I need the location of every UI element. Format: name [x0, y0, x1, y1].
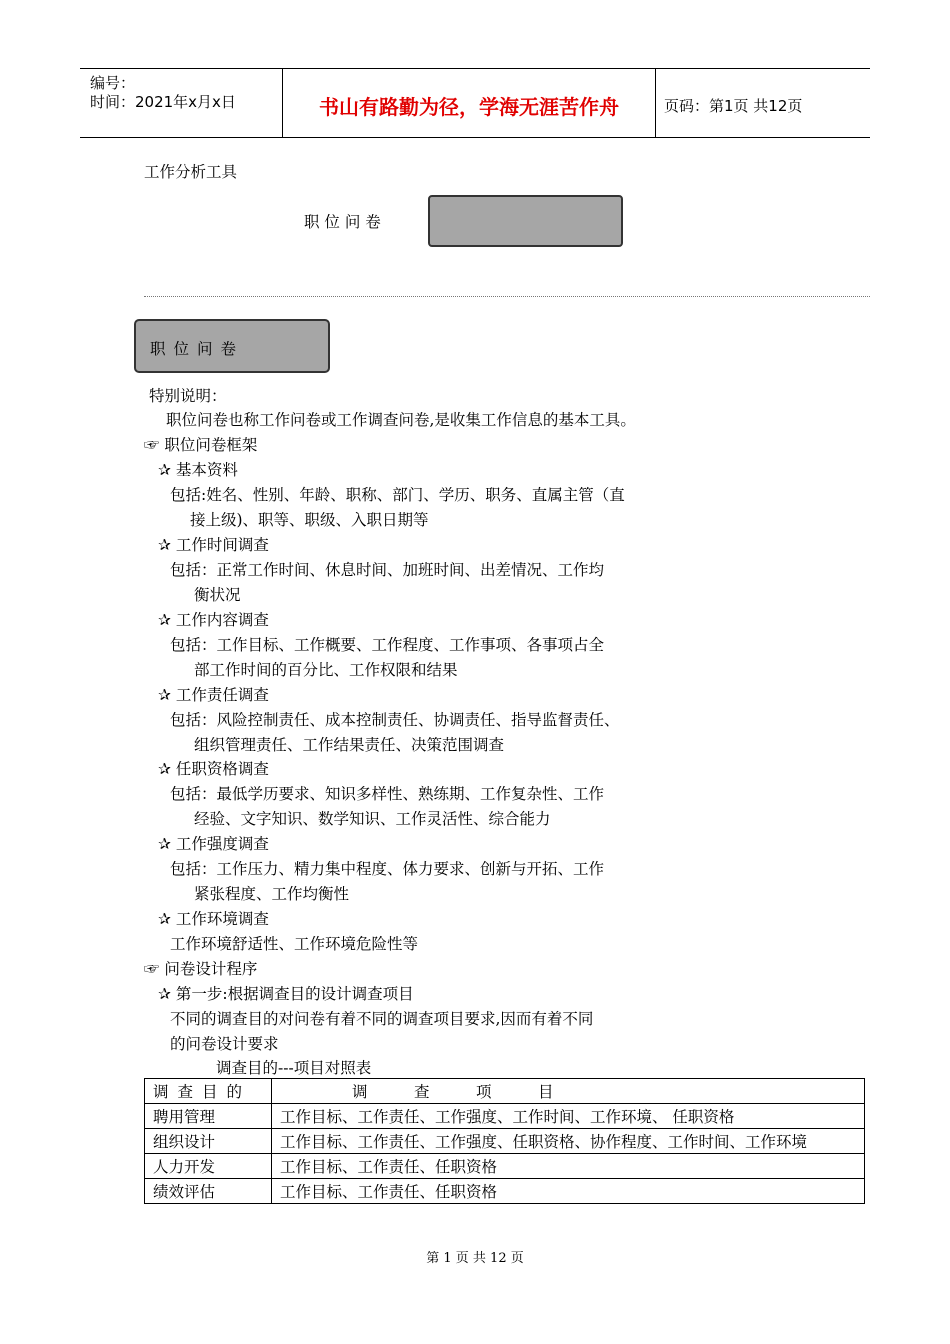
motto: 书山有路勤为径，学海无涯苦作舟: [319, 95, 619, 119]
special-note-label: 特别说明：: [149, 387, 227, 405]
table-cell: 工作目标、工作责任、任职资格: [272, 1154, 865, 1179]
table-header-cell: 调 查 项 目: [272, 1079, 865, 1104]
table-cell: 绩效评估: [145, 1179, 272, 1204]
item-text: 包括：风险控制责任、成本控制责任、协调责任、指导监督责任、: [170, 711, 620, 729]
special-note-text: 职位问卷也称工作问卷或工作调查问卷,是收集工作信息的基本工具。: [166, 411, 636, 429]
item-title: ✰ 工作内容调查: [158, 611, 269, 629]
item-text: 接上级)、职等、职级、入职日期等: [190, 511, 429, 529]
table-caption: 调查目的---项目对照表: [216, 1059, 372, 1077]
table-header-row: [145, 1079, 865, 1104]
step-title: ✰ 第一步:根据调查目的设计调查项目: [158, 985, 414, 1003]
item-text: 包括：工作目标、工作概要、工作程度、工作事项、各事项占全: [170, 636, 605, 654]
item-text: 部工作时间的百分比、工作权限和结果: [194, 661, 458, 679]
item-title: ✰ 工作环境调查: [158, 910, 269, 928]
table-cell: 人力开发: [145, 1154, 272, 1179]
item-text: 经验、文字知识、数学知识、工作灵活性、综合能力: [194, 810, 551, 828]
item-text: 包括:姓名、性别、年龄、职称、部门、学历、职务、直属主管（直: [170, 486, 625, 504]
document-time: 时间：2021年x月x日: [90, 93, 236, 111]
step-text: 不同的调查目的对问卷有着不同的调查项目要求,因而有着不同: [170, 1010, 594, 1028]
section-title: 职位问卷: [150, 340, 245, 358]
item-text: 工作环境舒适性、工作环境危险性等: [170, 935, 419, 953]
header-page-cell: [656, 69, 870, 137]
header-meta-cell: [80, 69, 283, 137]
page-indicator: 页码：第1页 共12页: [664, 97, 803, 115]
questionnaire-subtitle: 职 位 问 卷: [304, 213, 381, 231]
page-footer: 第 1 页 共 12 页: [426, 1251, 524, 1266]
framework-heading: ☞ 职位问卷框架: [144, 436, 258, 454]
table-row: [145, 1129, 865, 1154]
section-title-box: [134, 319, 330, 373]
table-cell: 组织设计: [145, 1129, 272, 1154]
document-number: 编号：: [90, 74, 136, 92]
item-title: ✰ 工作时间调查: [158, 536, 269, 554]
step-text: 的问卷设计要求: [170, 1035, 279, 1053]
item-text: 包括：最低学历要求、知识多样性、熟练期、工作复杂性、工作: [170, 785, 605, 803]
dotted-divider: [144, 296, 870, 297]
item-title: ✰ 基本资料: [158, 461, 238, 479]
table-cell: 工作目标、工作责任、任职资格: [272, 1179, 865, 1204]
table-cell: 聘用管理: [145, 1104, 272, 1129]
design-heading: ☞ 问卷设计程序: [144, 960, 258, 978]
item-title: ✰ 任职资格调查: [158, 760, 269, 778]
table-row: [145, 1104, 865, 1129]
item-text: 紧张程度、工作均衡性: [194, 885, 350, 903]
item-text: 组织管理责任、工作结果责任、决策范围调查: [194, 736, 505, 754]
item-text: 衡状况: [194, 586, 241, 604]
header-motto-cell: [283, 69, 656, 137]
item-text: 包括：正常工作时间、休息时间、加班时间、出差情况、工作均: [170, 561, 605, 579]
item-title: ✰ 工作责任调查: [158, 686, 269, 704]
table-cell: 工作目标、工作责任、工作强度、工作时间、工作环境、 任职资格: [272, 1104, 865, 1129]
table-cell: 工作目标、工作责任、工作强度、任职资格、协作程度、工作时间、工作环境: [272, 1129, 865, 1154]
page-header: [80, 68, 870, 138]
gray-title-box: [428, 195, 623, 247]
table-row: [145, 1154, 865, 1179]
table-row: [145, 1179, 865, 1204]
table-header-cell: 调查目的: [145, 1079, 272, 1104]
tool-title: 工作分析工具: [144, 163, 238, 181]
item-title: ✰ 工作强度调查: [158, 835, 269, 853]
comparison-table: [144, 1078, 865, 1204]
item-text: 包括：工作压力、精力集中程度、体力要求、创新与开拓、工作: [170, 860, 605, 878]
